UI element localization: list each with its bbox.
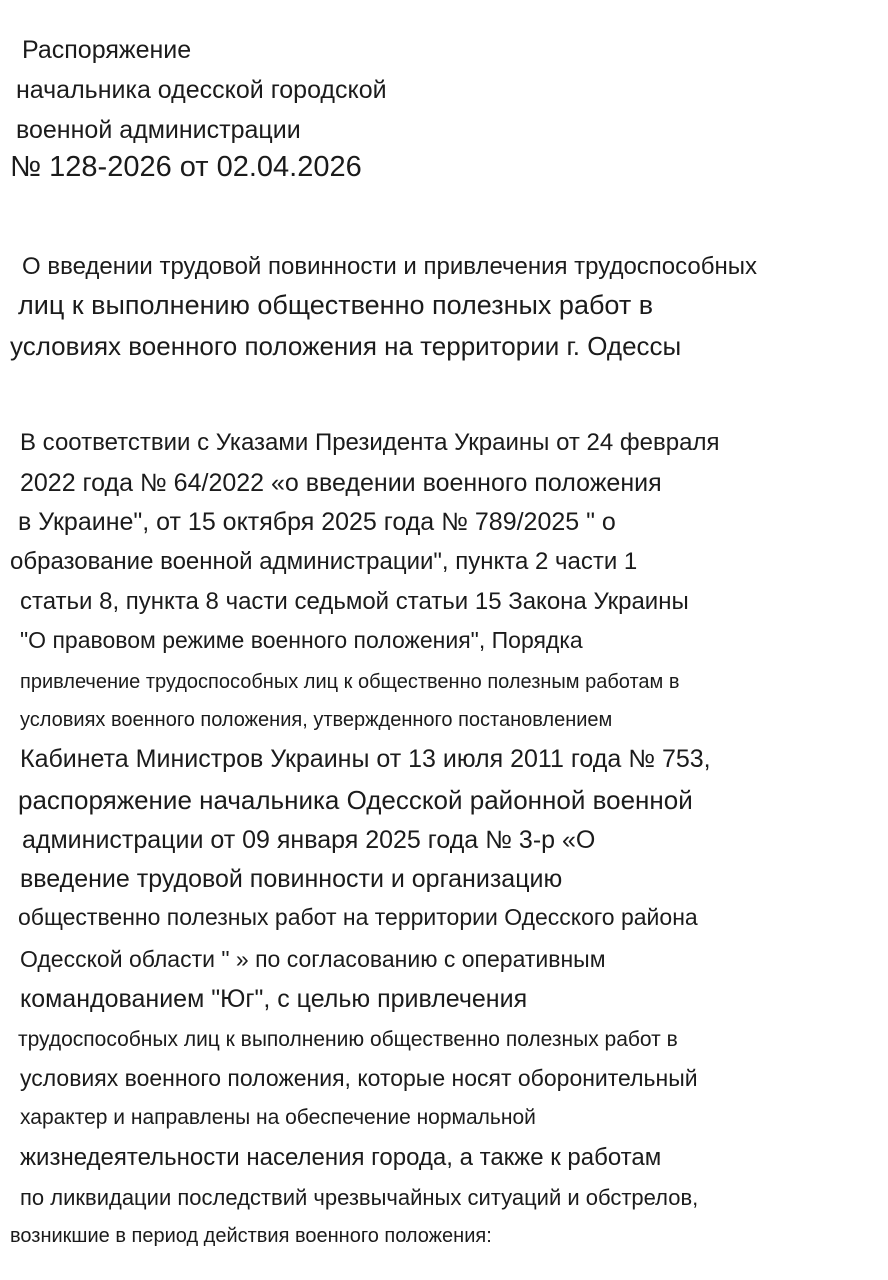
body-line: условиях военного положения, утвержденного постановлением bbox=[20, 709, 613, 731]
body-line: введение трудовой повинности и организацию bbox=[20, 865, 563, 893]
body-line: привлечение трудоспособных лиц к общественно полезным работам в bbox=[20, 671, 680, 693]
body-line: 2022 года № 64/2022 «о введении военного положения bbox=[20, 469, 662, 497]
body-line: возникшие в период действия военного положения: bbox=[10, 1225, 492, 1247]
body-line: условиях военного положения, которые носят оборонительный bbox=[20, 1065, 698, 1091]
title-line: лиц к выполнению общественно полезных работ в bbox=[18, 290, 654, 320]
header-line: Распоряжение bbox=[22, 36, 192, 64]
body-line: в Украине", от 15 октября 2025 года № 789/2025 " о bbox=[18, 508, 616, 536]
body-line: администрации от 09 января 2025 года № 3-р «О bbox=[22, 826, 596, 854]
body-line: общественно полезных работ на территории Одесского района bbox=[18, 904, 698, 930]
body-line: Одесской области " » по согласованию с оперативным bbox=[20, 946, 606, 972]
header-line: начальника одесской городской bbox=[16, 76, 387, 104]
body-line: по ликвидации последствий чрезвычайных ситуаций и обстрелов, bbox=[20, 1185, 699, 1210]
header-line: военной администрации bbox=[16, 116, 301, 144]
body-line: образование военной администрации", пункта 2 части 1 bbox=[10, 548, 638, 575]
body-line: распоряжение начальника Одесской районной военной bbox=[18, 785, 693, 815]
body-line: Кабинета Министров Украины от 13 июля 2011 года № 753, bbox=[20, 745, 711, 773]
body-line: В соответствии с Указами Президента Украины от 24 февраля bbox=[20, 429, 720, 456]
body-line: командованием "Юг", с целью привлечения bbox=[20, 985, 528, 1013]
body-line: "О правовом режиме военного положения", Порядка bbox=[20, 627, 583, 653]
body-line: статьи 8, пункта 8 части седьмой статьи 15 Закона Украины bbox=[20, 588, 689, 615]
body-line: жизнедеятельности населения города, а также к работам bbox=[20, 1144, 662, 1171]
title-line: условиях военного положения на территории г. Одессы bbox=[10, 331, 682, 361]
body-line: трудоспособных лиц к выполнению общественно полезных работ в bbox=[18, 1028, 678, 1051]
body-line: характер и направлены на обеспечение нормальной bbox=[20, 1106, 536, 1129]
document-number: № 128-2026 от 02.04.2026 bbox=[10, 151, 362, 183]
title-line: О введении трудовой повинности и привлечения трудоспособных bbox=[22, 253, 758, 280]
